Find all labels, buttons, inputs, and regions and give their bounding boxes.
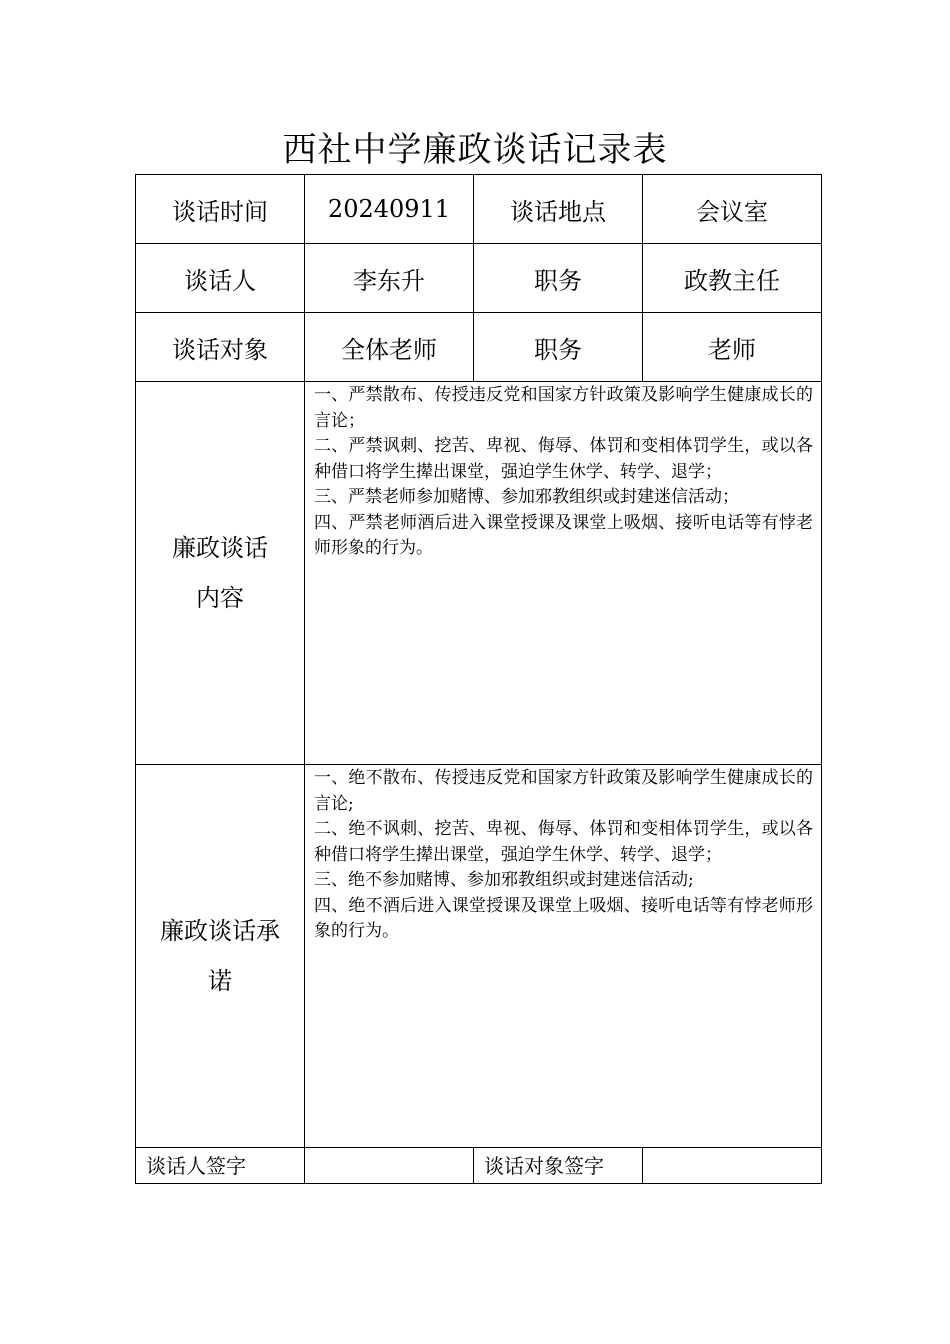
pledge-label xyxy=(136,765,305,1148)
speaker-title-value: 政教主任 xyxy=(643,244,822,313)
record-table xyxy=(135,174,822,1184)
content-item: 二、严禁讽刺、挖苦、卑视、侮辱、体罚和变相体罚学生，或以各种借口将学生撵出课堂，强迫学生休学、转学、退学； xyxy=(314,436,813,482)
target-title-value: 老师 xyxy=(643,313,822,382)
content-item: 四、严禁老师酒后进入课堂授课及课堂上吸烟、接听电话等有悖老师形象的行为。 xyxy=(314,512,813,558)
pledge-label-line2: 诺 xyxy=(208,967,232,995)
content-label-line1: 廉政谈话 xyxy=(172,534,268,562)
speaker-label: 谈话人 xyxy=(136,244,305,313)
target-label: 谈话对象 xyxy=(136,313,305,382)
place-label: 谈话地点 xyxy=(474,175,643,244)
table-row-content xyxy=(136,382,822,765)
pledge-item: 一、绝不散布、传授违反党和国家方针政策及影响学生健康成长的言论; xyxy=(314,768,813,814)
speaker-value: 李东升 xyxy=(305,244,474,313)
table-row-pledge xyxy=(136,765,822,1148)
table-row-target xyxy=(136,313,822,382)
target-sign-label: 谈话对象签字 xyxy=(474,1148,643,1184)
target-sign-field[interactable] xyxy=(643,1148,822,1184)
content-label xyxy=(136,382,305,765)
pledge-item: 四、绝不酒后进入课堂授课及课堂上吸烟、接听电话等有悖老师形象的行为。 xyxy=(314,895,813,941)
time-value: 20240911 xyxy=(305,175,474,244)
content-label-line2: 内容 xyxy=(196,584,244,612)
pledge-text xyxy=(305,765,822,1148)
time-label: 谈话时间 xyxy=(136,175,305,244)
place-value: 会议室 xyxy=(643,175,822,244)
pledge-label-line1: 廉政谈话承 xyxy=(160,917,280,945)
content-text xyxy=(305,382,822,765)
target-title-label: 职务 xyxy=(474,313,643,382)
speaker-sign-field[interactable] xyxy=(305,1148,474,1184)
speaker-title-label: 职务 xyxy=(474,244,643,313)
speaker-sign-label: 谈话人签字 xyxy=(136,1148,305,1184)
pledge-item: 三、绝不参加赌博、参加邪教组织或封建迷信活动; xyxy=(314,870,694,890)
content-item: 一、严禁散布、传授违反党和国家方针政策及影响学生健康成长的言论； xyxy=(314,385,813,431)
target-value: 全体老师 xyxy=(305,313,474,382)
pledge-item: 二、绝不讽刺、挖苦、卑视、侮辱、体罚和变相体罚学生，或以各种借口将学生撵出课堂，强迫学生休学、转学、退学； xyxy=(314,819,813,865)
table-row-signatures xyxy=(136,1148,822,1184)
content-item: 三、严禁老师参加赌博、参加邪教组织或封建迷信活动； xyxy=(314,487,739,507)
table-row-time xyxy=(136,175,822,244)
page-title: 西社中学廉政谈话记录表 xyxy=(282,130,668,170)
table-row-speaker xyxy=(136,244,822,313)
